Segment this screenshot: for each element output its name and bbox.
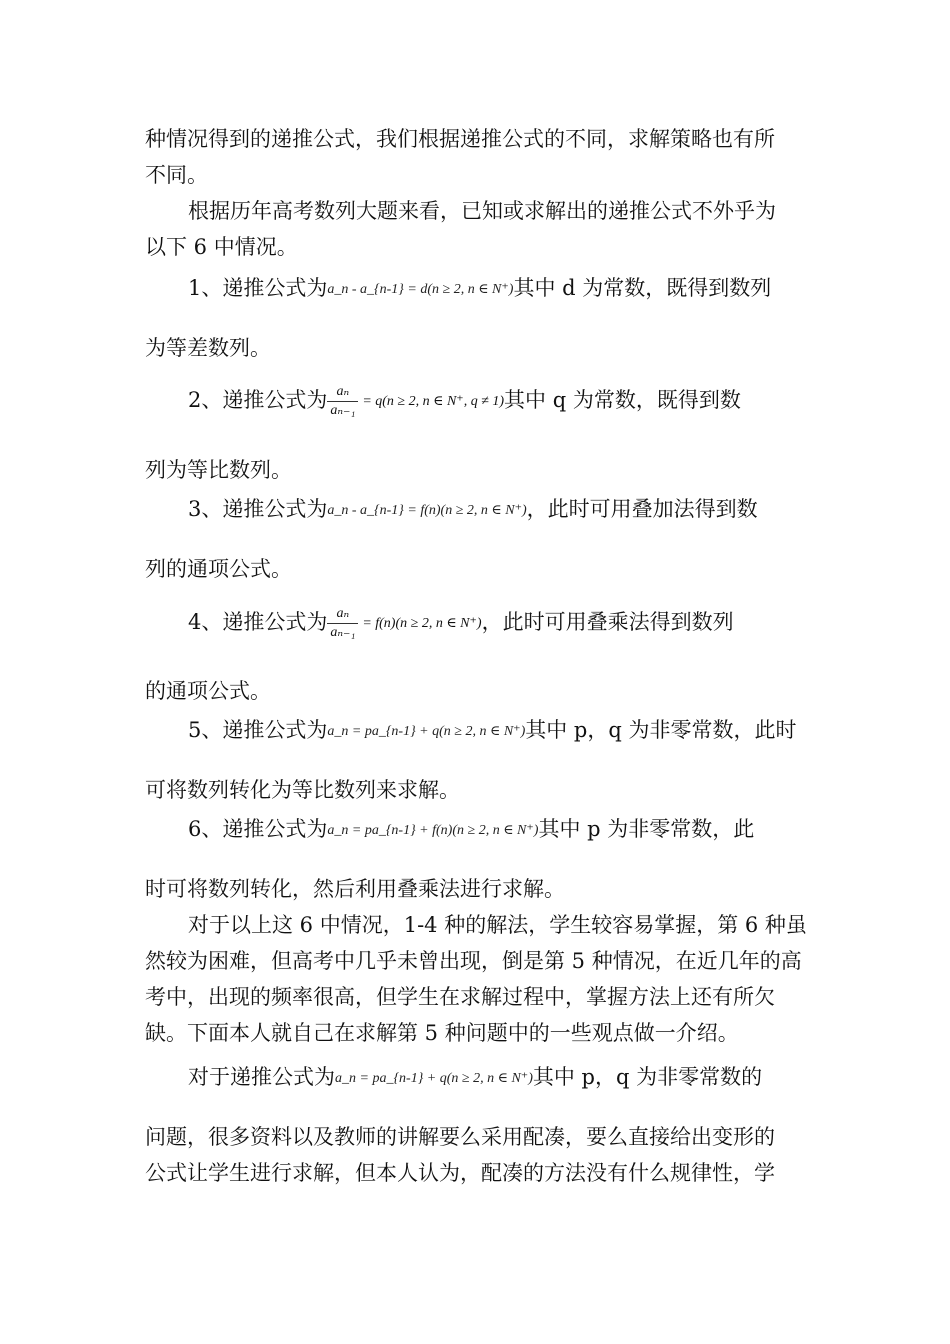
list-item-5 xyxy=(188,715,810,747)
paragraph-line: 为等差数列。 xyxy=(145,336,271,360)
item-suffix: 其中 q 为常数，既得到数 xyxy=(504,388,741,412)
fraction-denominator: aₙ₋₁ xyxy=(330,625,356,640)
formula: = f(n)(n ≥ 2, n ∈ N⁺) xyxy=(362,615,482,631)
item-suffix: 其中 p 为非零常数，此 xyxy=(538,817,755,841)
paragraph-line: 种情况得到的递推公式，我们根据递推公式的不同，求解策略也有所 xyxy=(145,127,775,151)
paragraph-line: 公式让学生进行求解，但本人认为，配凑的方法没有什么规律性，学 xyxy=(145,1161,775,1185)
formula: = q(n ≥ 2, n ∈ N⁺, q ≠ 1) xyxy=(362,393,505,409)
paragraph-line: 对于以上这 6 中情况，1-4 种的解法，学生较容易掌握，第 6 种虽 xyxy=(188,913,807,937)
paragraph-line: 的通项公式。 xyxy=(145,679,271,703)
fraction-denominator: aₙ₋₁ xyxy=(330,403,356,418)
list-item-2 xyxy=(188,383,810,420)
item-prefix: 6、递推公式为 xyxy=(188,817,328,841)
item-prefix: 2、递推公式为 xyxy=(188,388,328,412)
fraction xyxy=(327,383,358,420)
formula: a_n = pa_{n-1} + q(n ≥ 2, n ∈ N⁺) xyxy=(327,723,526,739)
list-item-1 xyxy=(188,273,810,305)
list-item-6 xyxy=(188,814,810,846)
paragraph-line: 列的通项公式。 xyxy=(145,557,292,581)
paragraph-line: 不同。 xyxy=(145,163,208,187)
item-prefix: 1、递推公式为 xyxy=(188,276,328,300)
item-prefix: 5、递推公式为 xyxy=(188,718,328,742)
list-item-3 xyxy=(188,494,810,526)
paragraph-line: 时可将数列转化，然后利用叠乘法进行求解。 xyxy=(145,877,565,901)
formula: a_n = pa_{n-1} + f(n)(n ≥ 2, n ∈ N⁺) xyxy=(327,822,539,838)
fraction-numerator: aₙ xyxy=(327,383,358,402)
paragraph-line: 列为等比数列。 xyxy=(145,458,292,482)
paragraph-line: 根据历年高考数列大题来看，已知或求解出的递推公式不外乎为 xyxy=(188,199,776,223)
fraction xyxy=(327,605,358,642)
paragraph-line: 以下 6 中情况。 xyxy=(145,235,298,259)
paragraph-line: 然较为困难，但高考中几乎未曾出现，倒是第 5 种情况，在近几年的高 xyxy=(145,949,802,973)
item-suffix: 其中 p，q 为非零常数，此时 xyxy=(525,718,797,742)
paragraph-line: 可将数列转化为等比数列来求解。 xyxy=(145,778,460,802)
fraction-numerator: aₙ xyxy=(327,605,358,624)
item-prefix: 对于递推公式为 xyxy=(188,1065,335,1089)
paragraph-line: 考中，出现的频率很高，但学生在求解过程中，掌握方法上还有所欠 xyxy=(145,985,775,1009)
item-suffix: 其中 d 为常数，既得到数列 xyxy=(513,276,772,300)
paragraph-line: 问题，很多资料以及教师的讲解要么采用配凑，要么直接给出变形的 xyxy=(145,1125,775,1149)
formula: a_n - a_{n-1} = d(n ≥ 2, n ∈ N⁺) xyxy=(327,281,514,297)
formula: a_n = pa_{n-1} + q(n ≥ 2, n ∈ N⁺) xyxy=(335,1070,533,1086)
list-item-4 xyxy=(188,605,810,642)
paragraph-line: 缺。下面本人就自己在求解第 5 种问题中的一些观点做一介绍。 xyxy=(145,1021,739,1045)
item-suffix: ，此时可用叠乘法得到数列 xyxy=(481,610,734,634)
paragraph-with-formula xyxy=(188,1062,810,1094)
item-suffix: 其中 p，q 为非零常数的 xyxy=(532,1065,763,1089)
item-prefix: 4、递推公式为 xyxy=(188,610,328,634)
item-prefix: 3、递推公式为 xyxy=(188,497,328,521)
item-suffix: ，此时可用叠加法得到数 xyxy=(526,497,758,521)
formula: a_n - a_{n-1} = f(n)(n ≥ 2, n ∈ N⁺) xyxy=(327,502,527,518)
